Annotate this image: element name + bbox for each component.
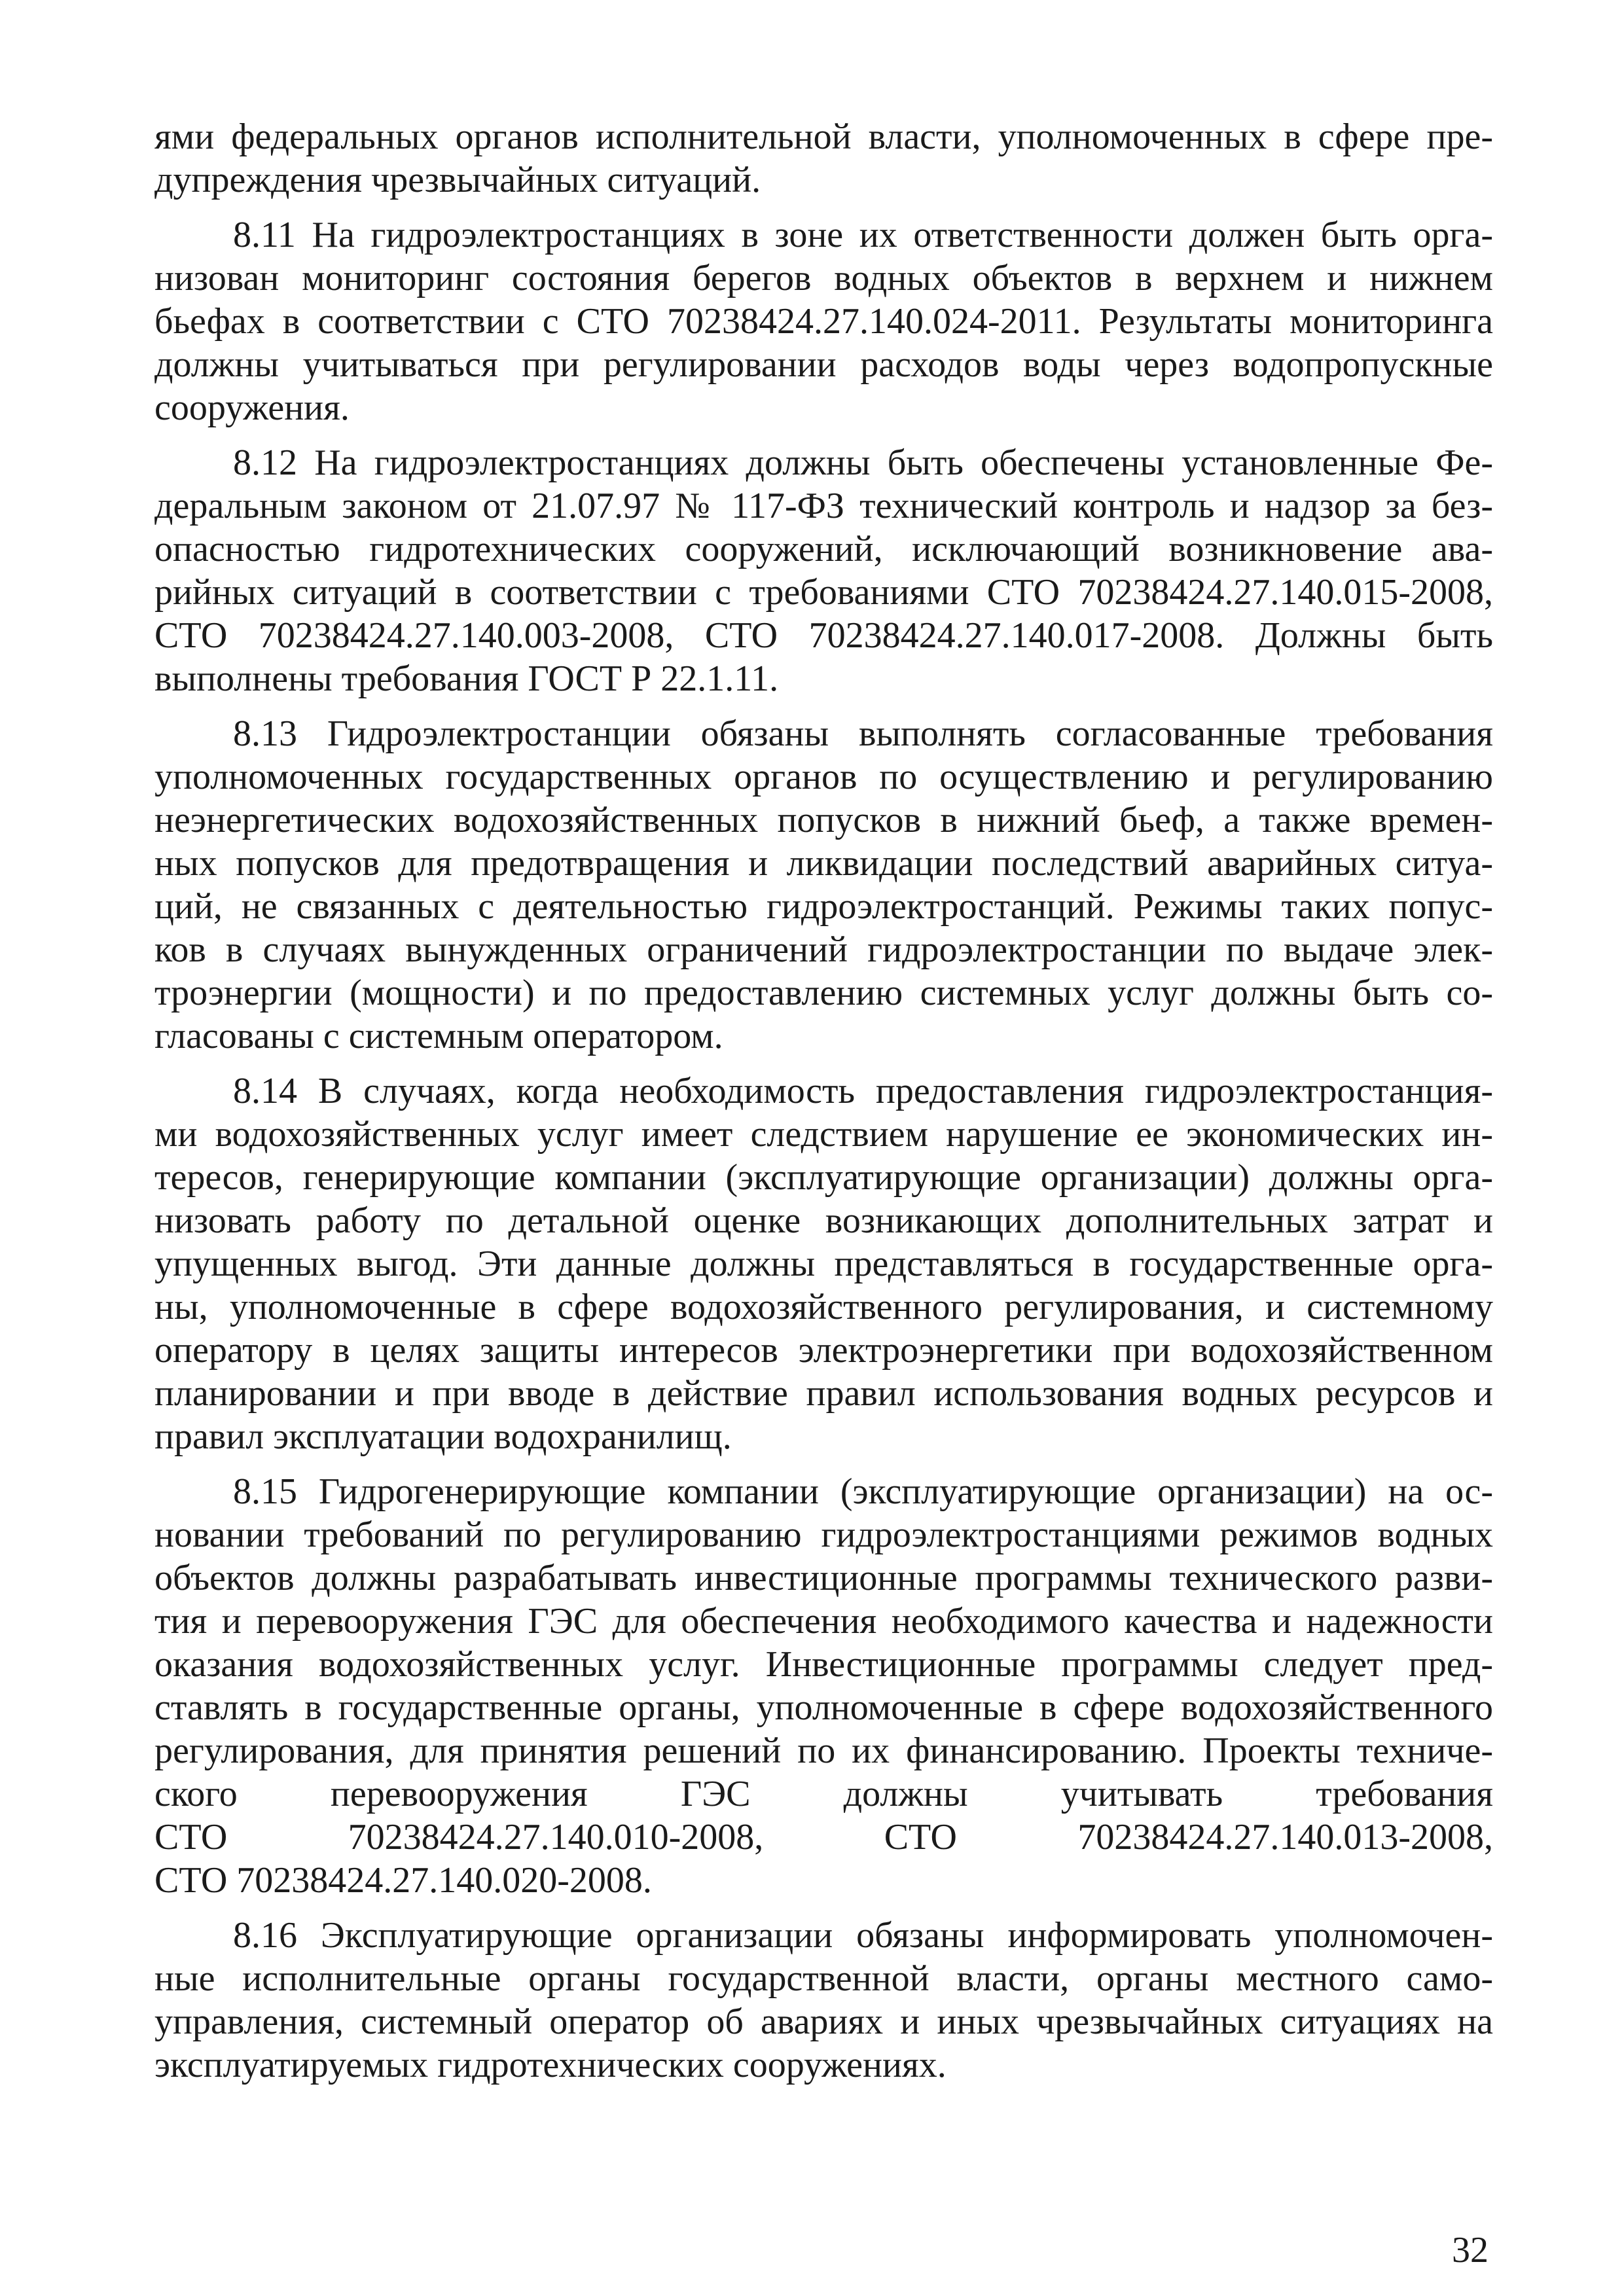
text-line: управления, системный оператор об авариях и иных чрезвычайных ситуациях на (154, 2001, 1493, 2042)
paragraph-8-16 (154, 1914, 1493, 2087)
text-line: уполномоченных государственных органов по осуществлению и регулированию (154, 757, 1493, 797)
text-line: 8.12 На гидроэлектростанциях должны быть обеспечены установленные Фе- (233, 442, 1493, 483)
text-line: оператору в целях защиты интересов электроэнергетики при водохозяйственном (154, 1330, 1493, 1371)
text-line: тересов, генерирующие компании (эксплуатирующие организации) должны орга- (154, 1157, 1493, 1198)
text-line: троэнергии (мощности) и по предоставлению системных услуг должны быть со- (154, 973, 1493, 1013)
text-line: ков в случаях вынужденных ограничений гидроэлектростанции по выдаче элек- (154, 929, 1493, 970)
text-line: 8.15 Гидрогенерирующие компании (эксплуатирующие организации) на ос- (233, 1471, 1493, 1512)
text-line: СТО 70238424.27.140.010-2008, СТО 70238424.27.140.013-2008, (154, 1817, 1493, 1857)
text-line: СТО 70238424.27.140.020-2008. (154, 1860, 652, 1901)
text-line: 8.11 На гидроэлектростанциях в зоне их ответственности должен быть орга- (233, 215, 1493, 255)
text-line: правил эксплуатации водохранилищ. (154, 1416, 732, 1457)
text-line: ций, не связанных с деятельностью гидроэлектростанций. Режимы таких попус- (154, 886, 1493, 927)
text-line: низован мониторинг состояния берегов водных объектов в верхнем и нижнем (154, 258, 1493, 298)
paragraph-8-14 (154, 1069, 1493, 1458)
paragraph-continuation (154, 115, 1493, 202)
text-line: ми водохозяйственных услуг имеет следствием нарушение ее экономических ин- (154, 1114, 1493, 1155)
text-line: оказания водохозяйственных услуг. Инвестиционные программы следует пред- (154, 1644, 1493, 1685)
text-line: регулирования, для принятия решений по их финансированию. Проекты техниче- (154, 1731, 1493, 1771)
text-line: сооружения. (154, 387, 350, 428)
text-line: дупреждения чрезвычайных ситуаций. (154, 160, 761, 200)
text-line: СТО 70238424.27.140.003-2008, СТО 70238424.27.140.017-2008. Должны быть (154, 615, 1493, 656)
text-line: 8.13 Гидроэлектростанции обязаны выполнять согласованные требования (233, 713, 1493, 754)
text-line: ского перевооружения ГЭС должны учитывать требования (154, 1774, 1493, 1814)
paragraph-8-13 (154, 712, 1493, 1058)
text-line: гласованы с системным оператором. (154, 1016, 723, 1056)
page-number: 32 (1452, 2230, 1489, 2270)
paragraph-8-15 (154, 1470, 1493, 1902)
paragraph-8-12 (154, 441, 1493, 700)
text-line: должны учитываться при регулировании расходов воды через водопропускные (154, 344, 1493, 385)
text-line: тия и перевооружения ГЭС для обеспечения необходимого качества и надежности (154, 1601, 1493, 1641)
text-line: объектов должны разрабатывать инвестиционные программы технического разви- (154, 1558, 1493, 1598)
text-line: новании требований по регулированию гидроэлектростанциями режимов водных (154, 1515, 1493, 1555)
text-line: рийных ситуаций в соответствии с требованиями СТО 70238424.27.140.015-2008, (154, 572, 1493, 613)
text-line: ставлять в государственные органы, уполномоченные в сфере водохозяйственного (154, 1687, 1493, 1728)
text-line: ями федеральных органов исполнительной власти, уполномоченных в сфере пре- (154, 117, 1493, 157)
text-line: низовать работу по детальной оценке возникающих дополнительных затрат и (154, 1200, 1493, 1241)
text-line: деральным законом от 21.07.97 № 117-ФЗ технический контроль и надзор за без- (154, 486, 1493, 526)
text-line: неэнергетических водохозяйственных попусков в нижний бьеф, а также времен- (154, 800, 1493, 840)
text-line: 8.16 Эксплуатирующие организации обязаны информировать уполномочен- (233, 1915, 1493, 1956)
text-line: 8.14 В случаях, когда необходимость предоставления гидроэлектростанция- (233, 1071, 1493, 1111)
text-line: эксплуатируемых гидротехнических сооружениях. (154, 2045, 947, 2085)
text-line: ны, уполномоченные в сфере водохозяйственного регулирования, и системному (154, 1287, 1493, 1327)
text-line: ные исполнительные органы государственной власти, органы местного само- (154, 1958, 1493, 1999)
text-line: выполнены требования ГОСТ Р 22.1.11. (154, 658, 779, 699)
text-line: ных попусков для предотвращения и ликвидации последствий аварийных ситуа- (154, 843, 1493, 884)
page-body (154, 115, 1493, 2098)
text-line: опасностью гидротехнических сооружений, исключающий возникновение ава- (154, 529, 1493, 569)
text-line: планировании и при вводе в действие правил использования водных ресурсов и (154, 1373, 1493, 1414)
text-line: бьефах в соответствии с СТО 70238424.27.140.024-2011. Результаты мониторинга (154, 301, 1493, 342)
paragraph-8-11 (154, 213, 1493, 429)
text-line: упущенных выгод. Эти данные должны представляться в государственные орга- (154, 1244, 1493, 1284)
